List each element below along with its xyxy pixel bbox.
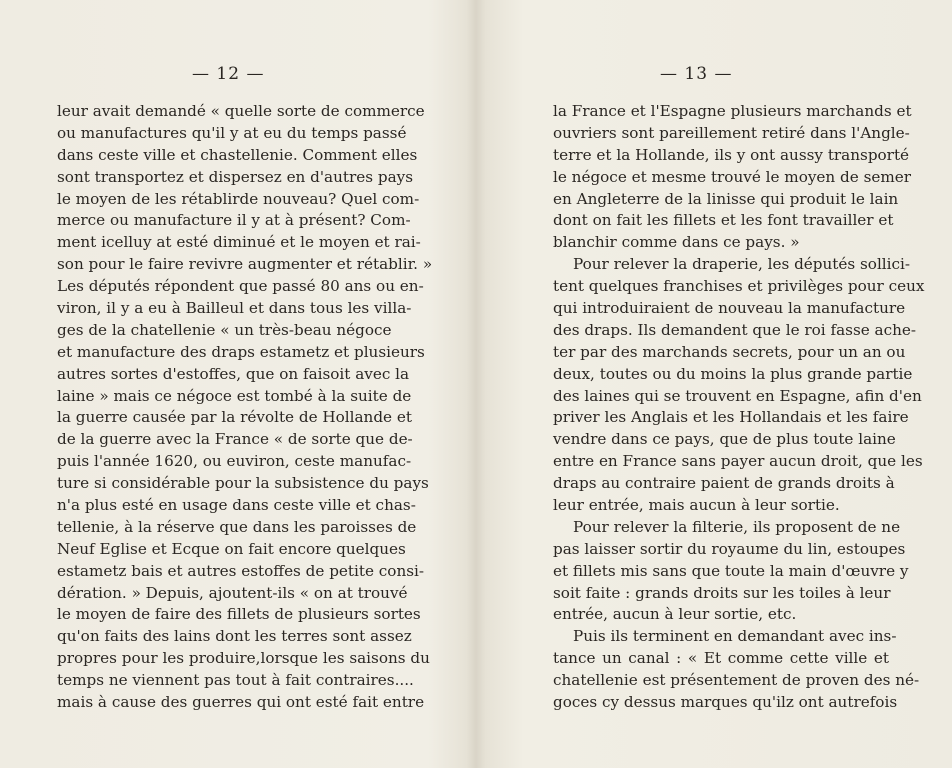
text-line: ou manufactures qu'il y at eu du temps passé bbox=[57, 123, 407, 142]
text-line: entrée, aucun à leur sortie, etc. bbox=[553, 605, 797, 624]
text-line: terre et la Hollande, ils y ont aussy transporté bbox=[553, 145, 910, 164]
text-line: qui introduiraient de nouveau la manufacture bbox=[553, 299, 906, 318]
text-line: goces cy dessus marques qu'ilz ont autrefois bbox=[553, 693, 898, 712]
body-text bbox=[553, 101, 925, 714]
text-line: leur entrée, mais aucun à leur sortie. bbox=[553, 496, 840, 515]
text-line: qu'on faits des lains dont les terres sont assez bbox=[57, 627, 412, 646]
text-line: ment icelluy at esté diminué et le moyen et rai- bbox=[57, 233, 421, 252]
text-line: priver les Anglais et les Hollandais et les faire bbox=[553, 408, 909, 427]
text-line: propres pour les produire,lorsque les saisons du bbox=[57, 649, 430, 668]
text-line: de la guerre avec la France « de sorte que de- bbox=[57, 430, 413, 449]
text-line: le négoce et mesme trouvé le moyen de semer bbox=[553, 167, 911, 186]
text-line: des laines qui se trouvent en Espagne, afin d'en bbox=[553, 386, 922, 405]
text-line: dans ceste ville et chastellenie. Comment elles bbox=[57, 145, 418, 164]
page-number: — 12 — bbox=[192, 64, 265, 84]
text-line: la France et l'Espagne plusieurs marchands et bbox=[553, 102, 912, 120]
text-line: le moyen de les rétablirde nouveau? Quel com- bbox=[57, 189, 420, 208]
text-line: estametz bais et autres estoffes de petite consi- bbox=[57, 561, 425, 580]
paragraph-start-line: Pour relever la draperie, les députés sollici- bbox=[573, 255, 911, 274]
text-line: ter par des marchands secrets, pour un an ou bbox=[553, 342, 906, 361]
text-line: laine » mais ce négoce est tombé à la suite de bbox=[57, 386, 412, 405]
text-line: la guerre causée par la révolte de Hollande et bbox=[57, 408, 412, 427]
page-number: — 13 — bbox=[660, 64, 733, 84]
text-line: tance un canal : « Et comme cette ville et bbox=[553, 649, 889, 668]
text-line: entre en France sans payer aucun droit, que les bbox=[553, 452, 923, 471]
paragraph-start-line: Puis ils terminent en demandant avec ins- bbox=[573, 627, 897, 646]
text-line: draps au contraire paient de grands droits à bbox=[553, 474, 895, 493]
right-page bbox=[476, 0, 952, 768]
text-line: chatellenie est présentement de proven des né- bbox=[553, 671, 920, 690]
text-line: puis l'année 1620, ou euviron, ceste manufac- bbox=[57, 452, 412, 471]
text-line: soit faite : grands droits sur les toiles à leur bbox=[553, 583, 891, 602]
body-text bbox=[57, 101, 433, 714]
text-line: dération. » Depuis, ajoutent-ils « on at trouvé bbox=[57, 583, 408, 602]
text-line: autres sortes d'estoffes, que on faisoit avec la bbox=[57, 364, 410, 383]
paragraph-start-line: Pour relever la filterie, ils proposent de ne bbox=[573, 517, 901, 536]
text-line: n'a plus esté en usage dans ceste ville et chas- bbox=[57, 496, 416, 515]
text-line: tellenie, à la réserve que dans les paroisses de bbox=[57, 517, 417, 536]
text-line: ouvriers sont pareillement retiré dans l'Angle- bbox=[553, 123, 910, 142]
text-line: tent quelques franchises et privilèges pour ceux bbox=[553, 277, 925, 296]
text-line: blanchir comme dans ce pays. » bbox=[553, 233, 800, 252]
text-line: vendre dans ce pays, que de plus toute laine bbox=[553, 430, 896, 449]
text-line: en Angleterre de la linisse qui produit le lain bbox=[553, 189, 899, 208]
text-line: ture si considérable pour la subsistence du pays bbox=[57, 474, 429, 493]
text-line: pas laisser sortir du royaume du lin, estoupes bbox=[553, 539, 906, 558]
text-line: et fillets mis sans que toute la main d'œuvre y bbox=[553, 561, 909, 580]
text-line: temps ne viennent pas tout à fait contraires.... bbox=[57, 671, 414, 690]
text-line: sont transportez et dispersez en d'autres pays bbox=[57, 167, 414, 186]
text-line: mais à cause des guerres qui ont esté fait entre bbox=[57, 693, 425, 712]
text-line: et manufacture des draps estametz et plusieurs bbox=[57, 342, 425, 361]
text-line: dont on fait les fillets et les font travailler et bbox=[553, 211, 894, 230]
text-line: viron, il y a eu à Bailleul et dans tous les villa- bbox=[57, 299, 412, 318]
text-line: leur avait demandé « quelle sorte de commerce bbox=[57, 102, 425, 120]
text-line: Les députés répondent que passé 80 ans ou en- bbox=[57, 277, 424, 296]
text-line: deux, toutes ou du moins la plus grande partie bbox=[553, 364, 913, 383]
text-line: le moyen de faire des fillets de plusieurs sortes bbox=[57, 605, 421, 624]
text-line: ges de la chatellenie « un très-beau négoce bbox=[57, 320, 392, 339]
text-line: Neuf Eglise et Ecque on fait encore quelques bbox=[57, 539, 406, 558]
text-line: merce ou manufacture il y at à présent? Com- bbox=[57, 211, 411, 230]
text-line: son pour le faire revivre augmenter et rétablir. » bbox=[57, 255, 433, 274]
text-line: des draps. Ils demandent que le roi fasse ache- bbox=[553, 320, 917, 339]
